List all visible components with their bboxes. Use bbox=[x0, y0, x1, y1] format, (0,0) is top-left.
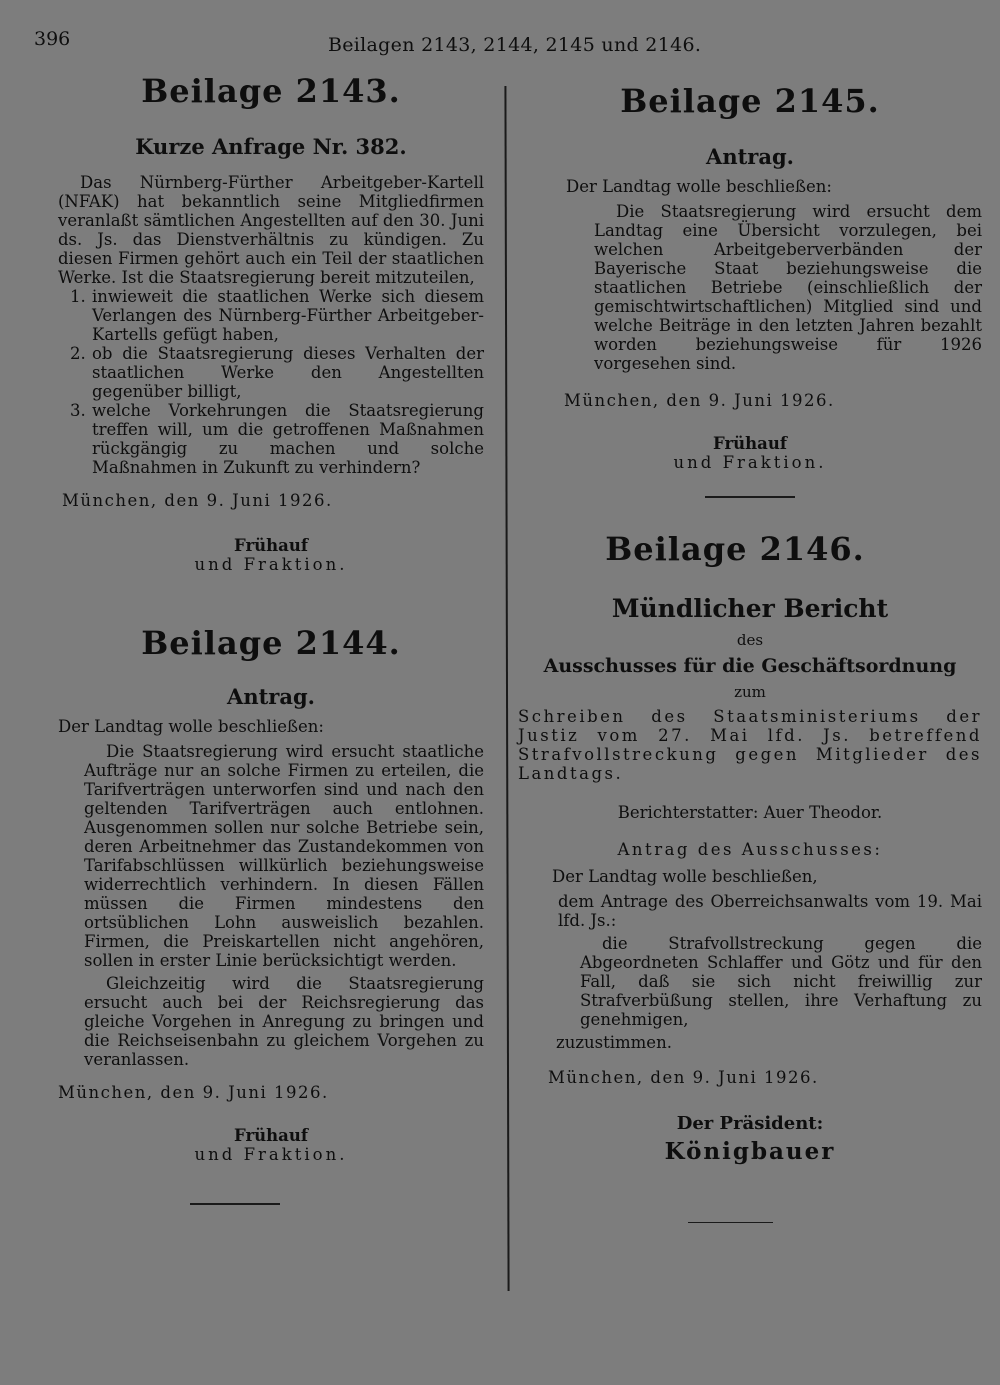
beilage-2144-date: München, den 9. Juni 1926. bbox=[58, 1083, 329, 1102]
beilage-2146-subject: Schreiben des Staatsministeriums der Justiz vom 27. Mai lfd. Js. betreffend Strafvollstreckung gegen Mitglieder des Landtags. bbox=[518, 707, 982, 783]
list-item: 3. welche Vorkehrungen die Staatsregierung treffen will, um die getroffenen Maßnahmen rückgängig zu machen und solche Maßnahmen in Zukunft zu verhindern? bbox=[70, 401, 484, 477]
beilage-2145 bbox=[518, 82, 982, 472]
beilage-2146-request: dem Antrage des Oberreichsanwalts vom 19. Mai lfd. Js.: bbox=[558, 892, 982, 930]
running-head: Beilagen 2143, 2144, 2145 und 2146. bbox=[328, 34, 702, 56]
beilage-2146-des: des bbox=[736, 631, 764, 649]
list-item: 1. inwieweit die staatlichen Werke sich diesem Verlangen des Nürnberg-Fürther Arbeitgeber-Kartells gefügt haben, bbox=[70, 287, 484, 344]
beilage-2146-date: München, den 9. Juni 1926. bbox=[548, 1068, 819, 1087]
beilage-2143-signer: Frühauf bbox=[234, 536, 308, 555]
beilage-2146-committee: Ausschusses für die Geschäftsordnung bbox=[543, 655, 957, 677]
beilage-2143-subtitle: Kurze Anfrage Nr. 382. bbox=[135, 134, 407, 159]
beilage-2143-signer-sub: und Fraktion. bbox=[194, 555, 348, 574]
beilage-2145-subtitle: Antrag. bbox=[706, 144, 794, 169]
page-number: 396 bbox=[34, 28, 71, 50]
beilage-2146 bbox=[518, 530, 982, 1165]
beilage-2145-signer-sub: und Fraktion. bbox=[673, 453, 827, 472]
beilage-2144-signer: Frühauf bbox=[234, 1126, 308, 1145]
president-title: Der Präsident: bbox=[676, 1113, 824, 1134]
list-item: 2. ob die Staatsregierung dieses Verhalten der staatlichen Werke den Angestellten gegenüber billigt, bbox=[70, 344, 484, 401]
beilage-2146-antrag-head: Antrag des Ausschusses: bbox=[617, 840, 883, 859]
section-rule bbox=[705, 496, 795, 498]
end-rule bbox=[688, 1222, 773, 1223]
beilage-2145-date: München, den 9. Juni 1926. bbox=[564, 391, 835, 410]
section-rule bbox=[190, 1203, 280, 1205]
beilage-2144-lead: Der Landtag wolle beschließen: bbox=[58, 717, 324, 736]
beilage-2143-title: Beilage 2143. bbox=[141, 72, 401, 110]
column-divider bbox=[504, 86, 509, 1291]
president-name: Königbauer bbox=[664, 1138, 836, 1165]
beilage-2144-signer-sub: und Fraktion. bbox=[194, 1145, 348, 1164]
beilage-2146-zustimmen: zuzustimmen. bbox=[556, 1033, 672, 1052]
beilage-2145-para1: Die Staatsregierung wird ersucht dem Landtag eine Übersicht vorzulegen, bei welchen Arbeitgeberverbänden der Bayerische Staat beziehungsweise die staatlichen Betriebe (einschließlich der gemischtwirtschaftlichen) Mitglied sind und welche Beiträge in den letzten Jahren bezahlt worden beziehungsweise für 1926 vorgesehen sind. bbox=[594, 202, 982, 373]
beilage-2146-reporter: Berichterstatter: Auer Theodor. bbox=[617, 803, 883, 822]
beilage-2144-para2: Gleichzeitig wird die Staatsregierung ersucht auch bei der Reichsregierung das gleiche Vorgehen in Anregung zu bringen und die Reichseisenbahn zu gleichem Vorgehen zu veranlassen. bbox=[84, 974, 484, 1069]
beilage-2146-request-body: die Strafvollstreckung gegen die Abgeordneten Schlaffer und Götz und für den Fall, daß sie sich nicht freiwillig zur Strafverbüßung stellen, ihre Verhaftung zu genehmigen, bbox=[580, 934, 982, 1029]
beilage-2143-list bbox=[58, 287, 484, 477]
beilage-2144-title: Beilage 2144. bbox=[141, 624, 401, 662]
beilage-2146-zum: zum bbox=[734, 683, 766, 701]
beilage-2143-intro: Das Nürnberg-Fürther Arbeitgeber-Kartell (NFAK) hat bekanntlich seine Mitgliedfirmen veranlaßt sämtlichen Angestellten auf den 30. Juni ds. Js. das Dienstverhältnis zu kündigen. Zu diesen Firmen gehört auch ein Teil der staatlichen Werke. Ist die Staatsregierung bereit mitzuteilen, bbox=[58, 173, 484, 287]
beilage-2144-para1: Die Staatsregierung wird ersucht staatliche Aufträge nur an solche Firmen zu erteilen, die Tarifverträgen unterworfen sind und nach den geltenden Tarifverträgen auch entlohnen. Ausgenommen sollen nur solche Betriebe sein, deren Arbeitnehmer das Zustandekommen von Tarifabschlüssen willkürlich beziehungsweise widerrechtlich verhindern. In diesen Fällen müssen die Firmen mindestens den ortsüblichen Lohn ausweislich bezahlen. Firmen, die Preiskartellen nicht angehören, sollen in erster Linie berücksichtigt werden. bbox=[84, 742, 484, 970]
beilage-2145-title: Beilage 2145. bbox=[620, 82, 880, 120]
beilage-2143 bbox=[58, 72, 484, 574]
beilage-2145-signer: Frühauf bbox=[713, 434, 787, 453]
beilage-2146-lead: Der Landtag wolle beschließen, bbox=[552, 867, 818, 886]
beilage-2143-date: München, den 9. Juni 1926. bbox=[62, 491, 333, 510]
beilage-2146-title: Beilage 2146. bbox=[605, 530, 865, 568]
beilage-2145-lead: Der Landtag wolle beschließen: bbox=[566, 177, 832, 196]
beilage-2144 bbox=[58, 624, 484, 1164]
beilage-2146-subtitle: Mündlicher Bericht bbox=[611, 594, 889, 623]
beilage-2144-subtitle: Antrag. bbox=[227, 684, 315, 709]
